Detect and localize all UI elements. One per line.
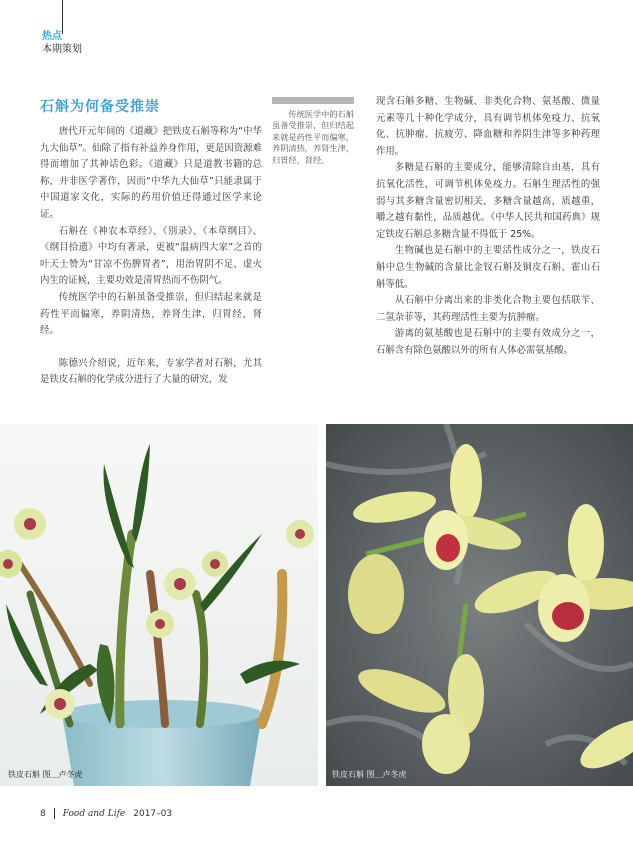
orchid-pot-illustration	[0, 424, 318, 786]
page-number: 8	[40, 808, 46, 819]
paragraph: 多糖是石斛的主要成分，能够清除自由基，具有抗氧化活性，可调节机体免疫力。石斛生理活性的强弱与其多糖含量密切相关，多糖含量越高，质越重，嚼之越有黏性，品质越优。《中华人民共和国药典》规定铁皮石斛总多糖含量不得低于 25%。	[376, 162, 600, 240]
paragraph: 现含石斛多糖、生物碱、非类化合物、氨基酸、微量元素等几十种化学成分，具有调节机体免疫力、抗氧化、抗肿瘤、抗疲劳、降血糖和养阴生津等多种药理作用。	[376, 96, 600, 157]
pull-quote-text: 传统医学中的石斛虽备受推崇，但归结起来就是药性平而偏寒，养阴清热，养肾生津，归胃经，肾经。	[272, 109, 354, 165]
pull-quote	[272, 97, 354, 166]
orchid-closeup-illustration	[326, 424, 633, 786]
orchid-pot-photo	[0, 424, 318, 786]
section-header	[42, 30, 82, 56]
footer-divider	[54, 808, 55, 819]
article-heading: 石斛为何备受推崇	[40, 99, 160, 115]
page-footer	[40, 808, 172, 819]
magazine-name: Food and Life	[62, 808, 126, 819]
paragraph: 游离的氨基酸也是石斛中的主要有效成分之一，石斛含有除色氨酸以外的所有人体必需氨基酸。	[376, 328, 600, 356]
photo-caption: 铁皮石斛 图＿卢冬虎	[8, 770, 83, 779]
photo-caption: 铁皮石斛 图＿卢冬虎	[332, 770, 407, 779]
orchid-closeup-photo	[326, 424, 633, 786]
paragraph: 传统医学中的石斛虽备受推崇，但归结起来就是药性平而偏寒，养阴清热，养肾生津，归胃经，肾经。	[40, 291, 262, 337]
section-kicker: 热点	[42, 31, 62, 42]
paragraph: 陈德兴介绍说，近年来，专家学者对石斛，尤其是铁皮石斛的化学成分进行了大量的研究，发	[40, 357, 262, 386]
header-rule	[62, 0, 63, 34]
right-column	[376, 94, 600, 360]
left-column	[40, 124, 262, 389]
paragraph: 生物碱也是石斛中的主要活性成分之一，铁皮石斛中总生物碱的含量比金钗石斛及铜皮石斛、霍山石斛等低。	[376, 245, 600, 290]
paragraph: 从石斛中分离出来的非类化合物主要包括联苄、二氢杂菲等，其药理活性主要为抗肿瘤。	[376, 295, 600, 323]
paragraph: 唐代开元年间的《道藏》把铁皮石斛等称为“中华九大仙草”。仙除了指有补益养身作用，更是因资源难得而增加了其神话色彩。《道藏》只是道教书籍的总称，并非医学著作，因而“中华九大仙草”只能隶属于中国道家文化，实际的药用价值还得通过医学来论证。	[40, 126, 262, 220]
section-subtitle: 本期策划	[42, 44, 82, 55]
issue-number: 2017–03	[133, 808, 173, 819]
paragraph: 石斛在《神农本草经》、《别录》、《本草纲目》、《纲目拾遗》中均有著录，更被“温病四大家”之首的叶天士赞为“甘凉不伤脾胃者”，用治胃阴不足、虚火内生的证候，主要功效是清胃热而不伤阴气。	[40, 225, 262, 287]
